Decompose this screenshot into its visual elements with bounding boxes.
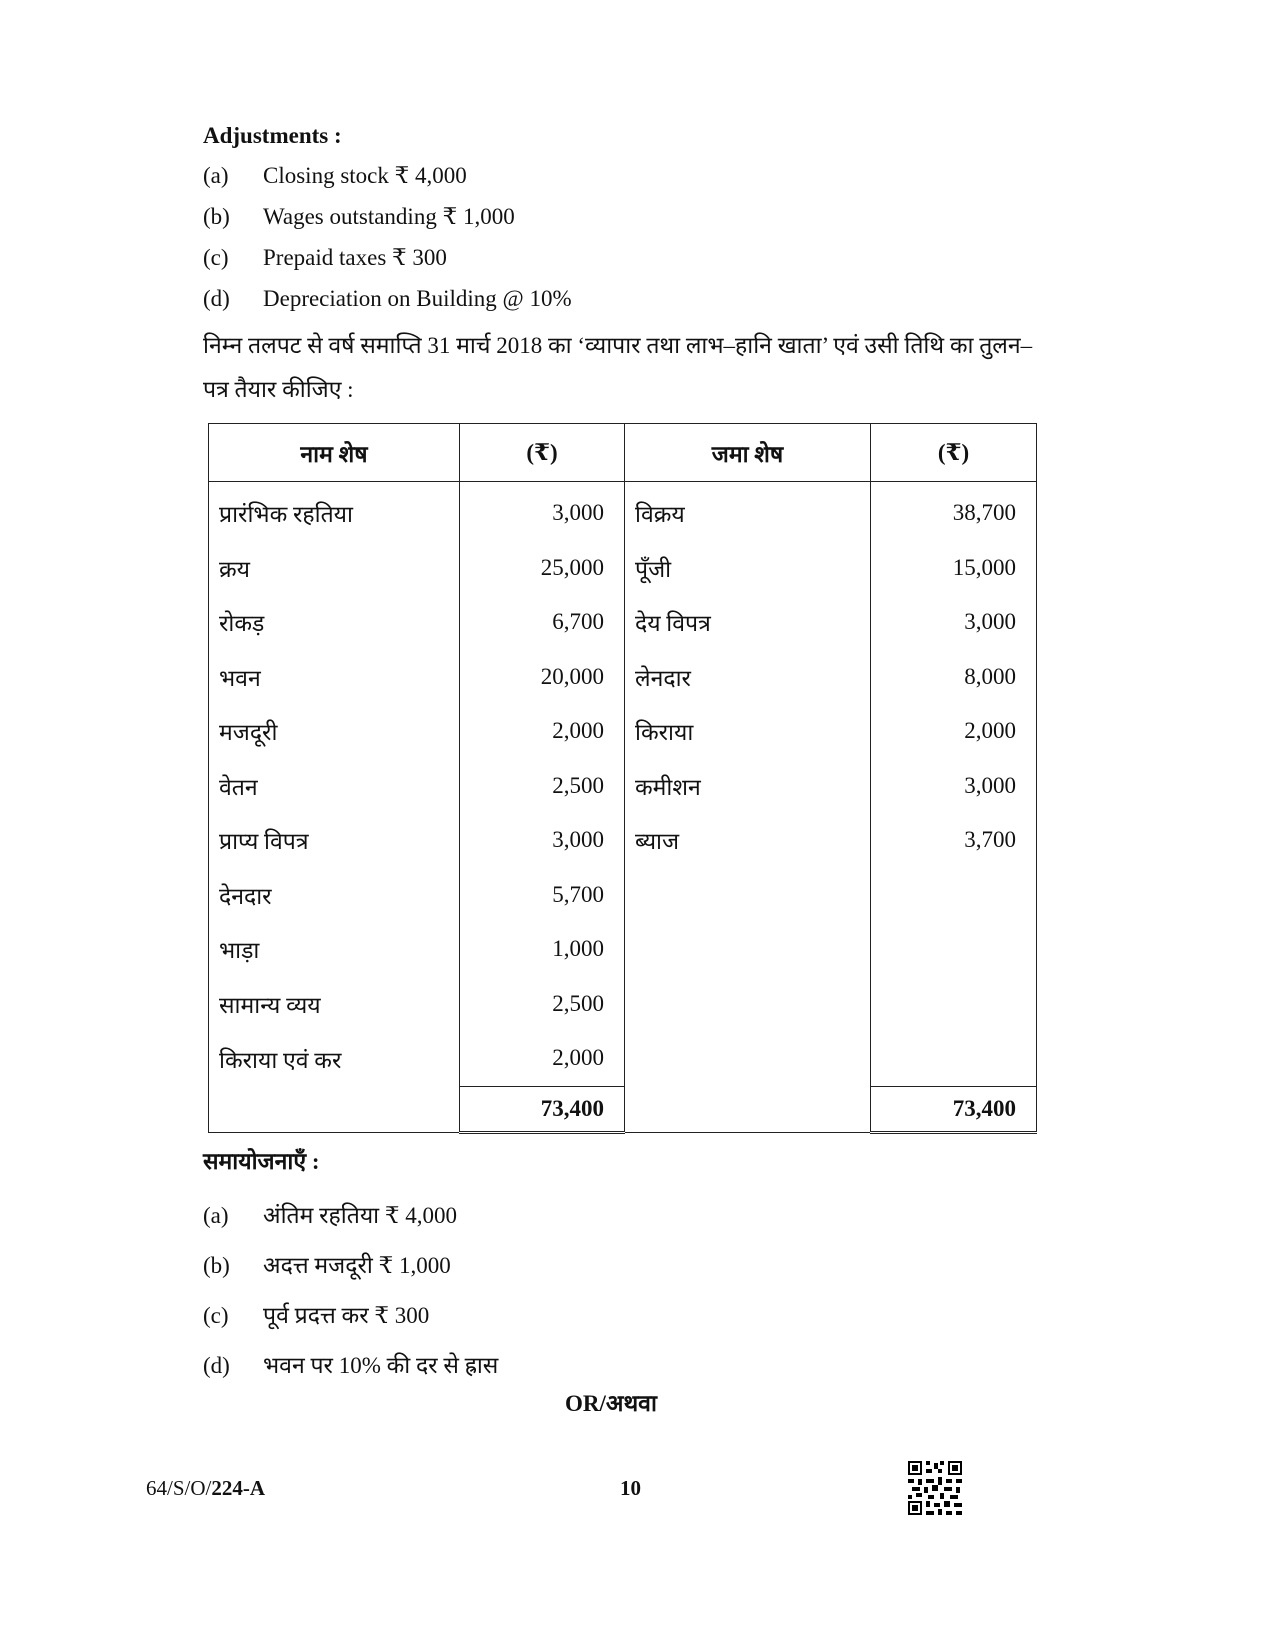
item-label: (a) [203,163,229,188]
credit-amount: 3,000 [871,759,1037,814]
qr-code-icon [908,1461,962,1515]
credit-account: किराया [625,704,871,759]
table-row [209,868,1037,923]
credit-amount [871,977,1037,1032]
debit-account: देनदार [209,868,460,923]
adjustment-item [203,245,447,271]
item-label: (c) [203,1303,229,1328]
adjustments-heading-hindi: समायोजनाएँ : [203,1149,320,1174]
credit-account [625,1031,871,1086]
debit-account: भवन [209,650,460,705]
item-text: Closing stock ₹ 4,000 [263,163,467,188]
table-row [209,541,1037,596]
debit-amount: 2,000 [460,1031,625,1086]
or-separator: OR/अथवा [565,1391,657,1416]
credit-account: विक्रय [625,482,871,541]
adjustments-heading: Adjustments : [203,123,342,148]
item-label: (d) [203,286,230,311]
credit-amount: 2,000 [871,704,1037,759]
adjustment-item [203,204,515,230]
item-text: Prepaid taxes ₹ 300 [263,245,447,270]
instruction-line-2: पत्र तैयार कीजिए : [203,377,354,402]
debit-total: 73,400 [460,1086,625,1132]
credit-amount [871,922,1037,977]
paper-code-prefix: 64/S/O/ [146,1476,212,1500]
credit-account: पूँजी [625,541,871,596]
instruction-line-1: निम्न तलपट से वर्ष समाप्ति 31 मार्च 2018 का ‘व्यापार तथा लाभ–हानि खाता’ एवं उसी तिथि का तुलन– [203,333,1033,358]
credit-account [625,977,871,1032]
adjustment-item [203,1198,457,1230]
item-text: Wages outstanding ₹ 1,000 [263,204,515,229]
credit-account: ब्याज [625,813,871,868]
table-row [209,1031,1037,1086]
item-label: (c) [203,245,229,270]
debit-account: वेतन [209,759,460,814]
debit-account: मजदूरी [209,704,460,759]
adjustment-item [203,1348,498,1380]
table-row [209,977,1037,1032]
adjustment-item [203,1248,451,1280]
table-row [209,759,1037,814]
item-label: (a) [203,1203,229,1228]
total-label-cell [209,1086,460,1132]
table-row [209,922,1037,977]
paper-code-suffix: 224-A [211,1476,266,1500]
debit-account: क्रय [209,541,460,596]
debit-amount: 2,500 [460,759,625,814]
credit-amount: 38,700 [871,482,1037,541]
credit-header: जमा शेष [625,424,871,482]
item-text: अंतिम रहतिया ₹ 4,000 [263,1203,458,1228]
credit-total: 73,400 [871,1086,1037,1132]
item-text: अदत्त मजदूरी ₹ 1,000 [263,1253,451,1278]
debit-amount: 2,500 [460,977,625,1032]
trial-balance-table [208,423,1037,1134]
credit-amount: 3,700 [871,813,1037,868]
item-text: पूर्व प्रदत्त कर ₹ 300 [263,1303,430,1328]
credit-account: देय विपत्र [625,595,871,650]
credit-account [625,922,871,977]
debit-amount: 25,000 [460,541,625,596]
credit-amount: 8,000 [871,650,1037,705]
credit-account: लेनदार [625,650,871,705]
debit-account: भाड़ा [209,922,460,977]
adjustment-item [203,1298,429,1330]
total-row [209,1086,1037,1132]
table-row [209,595,1037,650]
adjustment-item [203,163,467,189]
debit-amount: 3,000 [460,482,625,541]
item-label: (d) [203,1353,230,1378]
debit-header: नाम शेष [209,424,460,482]
credit-amount: 3,000 [871,595,1037,650]
credit-account [625,868,871,923]
credit-amount: 15,000 [871,541,1037,596]
item-text: Depreciation on Building @ 10% [263,286,572,311]
page-number: 10 [620,1476,641,1500]
debit-amount-header: (₹) [460,424,625,482]
adjustment-item [203,286,572,312]
debit-amount: 5,700 [460,868,625,923]
item-label: (b) [203,1253,230,1278]
debit-account: किराया एवं कर [209,1031,460,1086]
table-header-row [209,424,1037,482]
debit-account: रोकड़ [209,595,460,650]
item-text: भवन पर 10% की दर से ह्रास [263,1353,499,1378]
credit-amount-header: (₹) [871,424,1037,482]
credit-amount [871,1031,1037,1086]
debit-amount: 2,000 [460,704,625,759]
table-row [209,650,1037,705]
debit-amount: 1,000 [460,922,625,977]
total-label-cell [625,1086,871,1132]
table-row [209,482,1037,541]
credit-account: कमीशन [625,759,871,814]
debit-account: सामान्य व्यय [209,977,460,1032]
item-label: (b) [203,204,230,229]
credit-amount [871,868,1037,923]
table-row [209,704,1037,759]
paper-code [146,1476,265,1501]
debit-account: प्रारंभिक रहतिया [209,482,460,541]
debit-amount: 3,000 [460,813,625,868]
debit-account: प्राप्य विपत्र [209,813,460,868]
debit-amount: 6,700 [460,595,625,650]
debit-amount: 20,000 [460,650,625,705]
table-row [209,813,1037,868]
